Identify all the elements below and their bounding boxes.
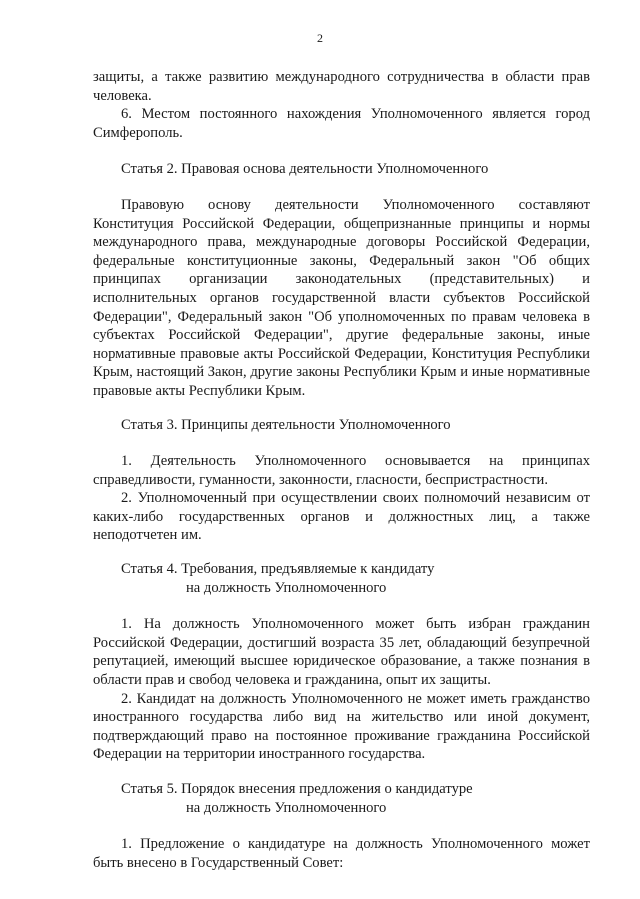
paragraph-article-1-item-6: 6. Местом постоянного нахождения Уполномоченного является город Симферополь.	[93, 106, 590, 141]
heading-article-5-title: Статья 5. Порядок внесения предложения о кандидатуре	[121, 781, 473, 797]
page-number: 2	[317, 31, 323, 45]
heading-article-3	[93, 416, 590, 435]
heading-article-3-title: Статья 3. Принципы деятельности Уполномоченного	[121, 416, 451, 433]
heading-article-2-title: Статья 2. Правовая основа деятельности Уполномоченного	[121, 161, 489, 178]
heading-article-2	[93, 160, 590, 179]
heading-article-5	[93, 780, 590, 817]
heading-article-4-title: Статья 4. Требования, предъявляемые к кандидату	[121, 561, 435, 578]
paragraph-article-5-item-1: 1. Предложение о кандидатуре на должность Уполномоченного может быть внесено в Государственный Совет:	[93, 836, 590, 871]
paragraph-article-1-continuation: защиты, а также развитию международного сотрудничества в области прав человека.	[93, 69, 590, 104]
paragraph-article-4-item-2: 2. Кандидат на должность Уполномоченного не может иметь гражданство иностранного государства либо вид на жительство или иной документ, подтверждающий право на постоянное проживание гражданина Российской Федерации на территории иностранного государства.	[93, 690, 590, 763]
heading-article-4-subtitle: на должность Уполномоченного	[186, 579, 387, 596]
paragraph-article-3-item-1: 1. Деятельность Уполномоченного основывается на принципах справедливости, гуманности, законности, гласности, беспристрастности.	[93, 453, 590, 488]
paragraph-article-4-item-1: 1. На должность Уполномоченного может быть избран гражданин Российской Федерации, достигший возраста 35 лет, обладающий безупречной репутацией, имеющий высшее юридическое образование, а также познания в области прав и свобод человека и гражданина, опыт их защиты.	[93, 616, 590, 689]
heading-article-5-subtitle: на должность Уполномоченного	[186, 799, 387, 816]
document-body	[93, 68, 590, 872]
paragraph-article-3-item-2: 2. Уполномоченный при осуществлении своих полномочий независим от каких-либо государственных органов и должностных лиц, а также неподотчетен им.	[93, 490, 590, 544]
paragraph-article-2-text: Правовую основу деятельности Уполномоченного составляют Конституция Российской Федерации, общепризнанные принципы и нормы международного права, международные договоры Российской Федерации, федеральные конституционные законы, Федеральный закон "Об общих принципах организации законодательных (представительных) и исполнительных органов государственной власти субъектов Российской Федерации", Федеральный закон "Об уполномоченных по правам человека в субъектах Российской Федерации", другие федеральные законы, иные нормативные правовые акты Российской Федерации, Конституция Республики Крым, настоящий Закон, другие законы Республики Крым и иные нормативные правовые акты Республики Крым.	[93, 196, 590, 399]
heading-article-4	[93, 560, 590, 597]
